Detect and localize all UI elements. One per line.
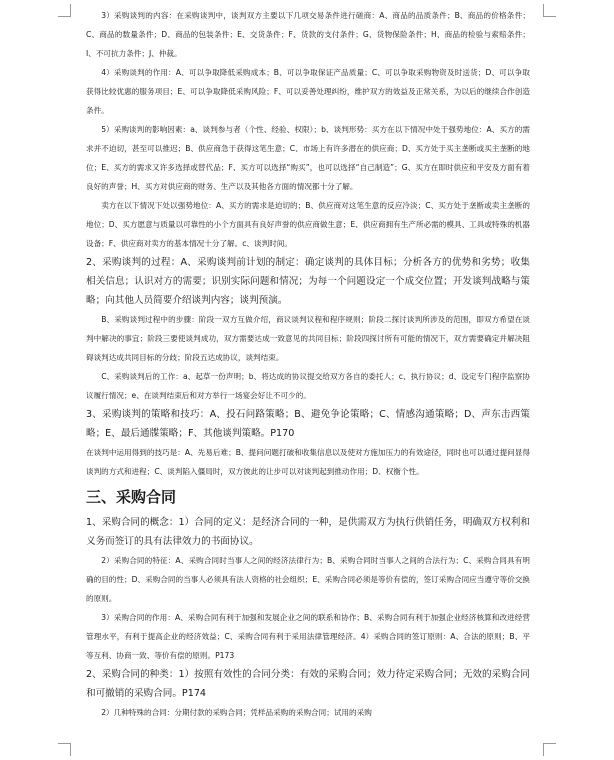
paragraph-negotiation-steps: B、采购谈判过程中的步骤：阶段一双方互做介绍，商议谈判议程和程序规则；阶段二探讨谈判所涉及的范围，即双方希望在谈判中解决的事宜；阶段三要使谈判成功，双方需要达成一致意见的共同目标；阶段四探讨所有可能的情况下，双方需要确定并解决阻碍谈判达成共同目标的分歧；阶段五达成协议，谈判结束。 (86, 315, 530, 362)
paragraph-contract-role: 3）采购合同的作用：A、采购合同有利于加强和发展企业之间的联系和协作；B、采购合同有利于加强企业经济核算和改进经营管理水平，有利于提高企业的经济效益；C、采购合同有利于采用法律管理经济。4）采购合同的签订原则：A、合法的原则；B、平等互利、协商一致、等价有偿的原则。P173 (86, 613, 530, 660)
paragraph-special-contracts: 2）几种特殊的合同：分期付款的采购合同；凭样品采购的采购合同；试用的采购 (101, 708, 372, 717)
heading-negotiation-process (86, 253, 530, 310)
paragraph-negotiation-techniques: 在谈判中运用得到的技巧是：A、先易后难；B、提问问题打破和收集信息以及使对方施加压力的有效途径，同时也可以通过提问显得谈判的方式和进程；C、谈判陷入僵局时，双方彼此的让步可以对谈判起到推动作用；D、权衡个性。 (86, 448, 530, 476)
heading-contract-types (86, 665, 530, 703)
paragraph-seller-position: 卖方在以下情况下处以强势地位：A、买方的需求是迫切的；B、供应商对这笔生意的反应冷淡；C、买方处于垄断或卖主垄断的地位；D、买方愿意与质量以可靠性的小个方面具有良好声誉的供应商做生意；E、供应商拥有生产所必需的模具、工具或特殊的机器设备；F、供应商对卖方的基本情况十分了解。c、谈判时间。 (86, 201, 530, 248)
heading-title: 2、采购合同的种类： (86, 669, 179, 680)
page-corner-mark (543, 4, 556, 17)
heading-body: A、投石问路策略；B、避免争论策略；C、情感沟通策略；D、声东击西策略；E、最后通牒策略；F、其他谈判策略。P170 (86, 409, 530, 439)
paragraph-post-negotiation: C、采购谈判后的工作：a、起草一份声明；b、将达成的协议提交给双方各自的委托人；c、执行协议；d、设定专门程序监察协议履行情况；e、在谈判结束后和对方举行一场宴会好让不可少的。 (86, 372, 530, 400)
heading-body: 1）按照有效性的合同分类：有效的采购合同；效力待定采购合同；无效的采购合同和可撤销的采购合同。P174 (86, 669, 530, 699)
paragraph-contract-features: 2）采购合同的特征：A、采购合同时当事人之间的经济法律行为；B、采购合同时当事人之间的合法行为；C、采购合同具有明确的目的性；D、采购合同的当事人必须具有法人资格的社会组织；E、采购合同必须是等价有偿的，签订采购合同应当遵守等价交换的原则。 (86, 556, 530, 603)
page-corner-mark (58, 743, 71, 756)
document-body (86, 6, 530, 722)
heading-negotiation-strategy (86, 405, 530, 443)
paragraph-influencing-factors: 5）采购谈判的影响因素：a、谈判参与者（个性、经验、权限）；b、谈判形势：买方在以下情况中处于强势地位：A、买方的需求并不迫切，甚至可以推迟；B、供应商急于获得这笔生意；C、市场上有许多潜在的供应商；D、买方处于买主垄断或买主垄断的地位；E、买方的需求又许多选择或替代品；F、买方可以选择“购买”，也可以选择“自己制造”；G、买方在即时供应和平安及方面有着良好的声誉；H、买方对供应商的财务、生产以及其他各方面的情况都十分了解。 (86, 125, 530, 191)
paragraph-negotiation-content: 3）采购谈判的内容：在采购谈判中，谈判双方主要以下几项交易条件进行磋商：A、商品的品质条件；B、商品的价格条件；C、商品的数量条件；D、商品的包装条件；E、交货条件；F、货款的支付条件；G、货物保险条件；H、商品的检验与索赔条件；I、不可抗力条件；J、仲裁。 (86, 11, 530, 58)
heading-title: 1、采购合同的概念： (86, 517, 179, 528)
heading-body: 1）合同的定义：是经济合同的一种，是供需双方为执行供销任务，明确双方权利和义务而签订的具有法律效力的书面协议。 (86, 517, 530, 547)
page-corner-mark (543, 743, 556, 756)
heading-title: 3、采购谈判的策略和技巧： (86, 409, 210, 420)
paragraph-negotiation-role: 4）采购谈判的作用：A、可以争取降低采购成本；B、可以争取保证产品质量；C、可以争取采购物资及时送货；D、可以争取获得比较优惠的服务项目；E、可以争取降低采购风险；F、可以妥善处理纠纷，维护双方的效益及正常关系，为以后的继续合作创造条件。 (86, 68, 530, 115)
section-title-purchase-contract: 三、采购合同 (86, 488, 177, 506)
page-corner-mark (58, 4, 71, 17)
heading-contract-concept (86, 513, 530, 551)
heading-title: 2、采购谈判的过程： (86, 257, 181, 268)
heading-body: A、采购谈判前计划的制定：确定谈判的具体目标；分析各方的优势和劣势；收集相关信息；认识对方的需要；识别实际问题和情况；为每一个问题设定一个成交位置；开发谈判战略与策略；向其他人员简要介绍谈判内容；谈判预演。 (86, 257, 531, 306)
